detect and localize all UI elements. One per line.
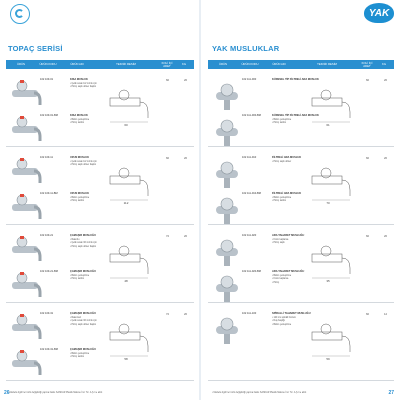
product-features: [272, 275, 291, 285]
feature-item: • Krom kaplama: [272, 278, 291, 281]
box-qty: 72: [166, 234, 170, 238]
technical-drawing: [102, 318, 162, 362]
product-code: 102 109-11-BM: [40, 192, 58, 195]
product-name: KISA MUSLUK: [70, 78, 88, 81]
right-page-number: 27: [388, 390, 394, 396]
faucet-image-icon: [8, 268, 42, 302]
faucet-image-icon: [8, 346, 42, 380]
feature-item: • Pirinç tamlık: [70, 356, 89, 359]
feature-item: • Pirinç saplı: [272, 242, 288, 245]
box-qty: 72: [166, 312, 170, 316]
feature-item: • Pirinç saplı döner başlık: [70, 324, 97, 327]
col-qty: KOLİ İÇİ ADET: [161, 60, 173, 68]
col-product: ÜRÜN: [218, 62, 228, 66]
right-table-header: [208, 60, 394, 69]
feature-item: • Bidon yerleştirme: [70, 353, 89, 356]
product-name: UZUN MUSLUK: [70, 156, 90, 159]
col-name: ÜRÜN ADI: [70, 62, 84, 66]
faucet-image-icon: [210, 154, 244, 188]
product-code: 102 111-000-BM: [242, 114, 261, 117]
feature-item: • Pirinç tamlık: [70, 200, 89, 203]
feature-item: • Pirinç tamlık: [70, 278, 89, 281]
faucet-image-icon: [8, 190, 42, 224]
kg-value: 20: [184, 234, 188, 238]
box-qty: 60: [366, 234, 370, 238]
feature-item: • Rakorsuz: [70, 317, 97, 320]
product-features: [70, 275, 89, 282]
kg-value: 12: [384, 312, 388, 316]
feature-item: • Pirinç saplı döner: [272, 161, 291, 164]
product-name: ÇAMAŞIR MUSLUĞU: [70, 348, 96, 351]
left-page-number: 26: [4, 390, 10, 396]
faucet-image-icon: [210, 190, 244, 224]
col-kg: KG: [381, 62, 387, 66]
feature-item: • Krom kaplama: [272, 239, 288, 242]
col-code: ÜRÜN KODU: [241, 62, 259, 66]
kg-value: 20: [384, 156, 388, 160]
dimension-label: 48: [124, 279, 128, 283]
product-name: ÇAMAŞIR MUSLUĞU: [70, 234, 96, 237]
product-code: 102 111-010-BM: [242, 192, 261, 195]
product-features: [70, 161, 97, 168]
faucet-image-icon: [8, 232, 42, 266]
product-features: [272, 119, 291, 126]
kg-value: 20: [184, 78, 188, 82]
technical-drawing: [102, 240, 162, 284]
product-name: SPİRALLİ TAHARET MUSLUĞU: [272, 312, 311, 315]
faucet-image-icon: [8, 112, 42, 146]
technical-drawing: [102, 84, 162, 128]
faucet-image-icon: [210, 310, 244, 344]
product-name: KISA MUSLUK: [70, 114, 88, 117]
product-row: [6, 150, 194, 225]
product-features: [272, 317, 296, 327]
box-qty: 60: [366, 312, 370, 316]
product-features: [70, 239, 97, 249]
feature-item: • Bidon yerleştirme: [272, 275, 291, 278]
dimension-label: 61: [326, 123, 330, 127]
dimension-label: 112: [123, 201, 129, 205]
col-qty: KOLİ İÇİ ADET: [361, 60, 373, 68]
box-qty: 60: [366, 156, 370, 160]
product-row: [208, 150, 394, 225]
feature-item: • Bidon yerleştirme: [272, 197, 291, 200]
feature-item: • Duş başlığı: [272, 320, 296, 323]
feature-item: • Pirinç tamlık: [272, 122, 291, 125]
kg-value: 20: [184, 156, 188, 160]
box-qty: 60: [366, 78, 370, 82]
product-features: [272, 239, 288, 246]
feature-item: • Pirinç tamlık: [70, 122, 89, 125]
col-name: ÜRÜN ADI: [272, 62, 286, 66]
product-name: ÇAMAŞIR MUSLUĞU: [70, 270, 96, 273]
product-features: [70, 197, 89, 204]
left-table-header: [6, 60, 194, 69]
product-features: [70, 317, 97, 327]
left-section-title: TOPAÇ SERİSİ: [8, 44, 63, 53]
feature-item: • Çelik sıcak 1/2 m/mk için: [70, 83, 97, 86]
feature-item: • Rakorlu: [70, 239, 97, 242]
product-row: [6, 306, 194, 381]
product-code: 102 109-01-BM: [40, 114, 58, 117]
product-name: KÜRESEL TİP FİLTRELİ ARA MUSLUK: [272, 114, 319, 117]
faucet-image-icon: [8, 76, 42, 110]
feature-item: • Bidon yerleştirme: [272, 119, 291, 122]
feature-item: • Bidon yerleştirme: [70, 119, 89, 122]
feature-item: • Bidon yerleştirme: [70, 197, 89, 200]
col-product: ÜRÜN: [16, 62, 26, 66]
box-qty: 60: [166, 156, 170, 160]
product-code: 102 109-21: [40, 234, 54, 237]
product-features: [70, 119, 89, 126]
dimension-label: 58: [124, 357, 128, 361]
product-features: [272, 197, 291, 204]
dimension-label: 35: [326, 279, 330, 283]
feature-item: • Çelik sıcak 3/4 m/mk için: [70, 320, 97, 323]
technical-drawing: [304, 84, 364, 128]
product-name: KÜRESEL TİP FİLTRELİ ARA MUSLUK: [272, 78, 319, 81]
faucet-image-icon: [210, 268, 244, 302]
yak-logo: YAK: [364, 3, 394, 23]
product-code: 102 111-020: [242, 234, 257, 237]
product-name: UZUN MUSLUK: [70, 192, 90, 195]
product-code: 102 109-11: [40, 156, 53, 159]
box-qty: 60: [166, 78, 170, 82]
feature-item: • Pirinç saplı döner başlık: [70, 246, 97, 249]
col-tech: TEKNİK RESİM: [317, 62, 337, 66]
product-features: [272, 161, 291, 164]
technical-drawing: [304, 318, 364, 362]
product-row: [6, 72, 194, 147]
technical-drawing: [102, 162, 162, 206]
dimension-label: 60: [124, 123, 128, 127]
faucet-image-icon: [210, 232, 244, 266]
technical-drawing: [304, 240, 364, 284]
right-page: [200, 0, 400, 400]
product-row: [208, 228, 394, 303]
faucet-image-icon: [8, 154, 42, 188]
product-features: [70, 353, 89, 360]
right-footnote: • Modelle ilgili her türlü değişikliği yapma hakkı SANKAR Plastik Makine İml. Tic. A.Ş.'ne aittir.: [212, 392, 307, 394]
feature-item: • Pirinç: [272, 282, 291, 285]
right-section-title: YAK MUSLUKLAR: [212, 44, 280, 53]
technical-drawing: [304, 162, 364, 206]
feature-item: • Bidon yerleştirme: [70, 275, 89, 278]
left-footnote: • Modelle ilgili her türlü değişikliği yapma hakkı SANKAR Plastik Makine İml. Tic. A.Ş.'ne aittir.: [8, 392, 103, 394]
product-name: ARA TAHARET MUSLUĞU: [272, 234, 305, 237]
product-code: 102 109-01: [40, 78, 54, 81]
kg-value: 20: [384, 234, 388, 238]
col-code: ÜRÜN KODU: [39, 62, 57, 66]
dimension-label: 70: [326, 201, 330, 205]
faucet-image-icon: [8, 310, 42, 344]
col-kg: KG: [181, 62, 187, 66]
feature-item: • 120 cm spiralli hortum: [272, 317, 296, 320]
product-code: 102 111-020-BM: [242, 270, 261, 273]
feature-item: • Bidon yerleştirme: [272, 324, 296, 327]
product-code: 102 111-010: [242, 156, 257, 159]
feature-item: • Çelik sıcak 3/4 m/mk için: [70, 242, 97, 245]
product-name: ARA TAHARET MUSLUĞU: [272, 270, 305, 273]
kg-value: 20: [384, 78, 388, 82]
product-row: [208, 72, 394, 147]
feature-item: • Pirinç saplı döner başlık: [70, 86, 97, 89]
product-row: [208, 306, 394, 381]
product-code: 102 111-100: [242, 312, 257, 315]
feature-item: • Çelik sıcak 1/2 m/mk için: [70, 161, 97, 164]
product-code: 102 109-21-BM: [40, 270, 58, 273]
faucet-image-icon: [210, 76, 244, 110]
product-name: ÇAMAŞIR MUSLUĞU: [70, 312, 96, 315]
brand-logo-icon: [10, 4, 30, 24]
product-name: FİLTRELİ ARA MUSLUK: [272, 192, 302, 195]
kg-value: 20: [184, 312, 188, 316]
product-code: 102 111-000: [242, 78, 257, 81]
faucet-image-icon: [210, 112, 244, 146]
dimension-label: 59: [326, 357, 330, 361]
product-name: FİLTRELİ ARA MUSLUK: [272, 156, 302, 159]
feature-item: • Pirinç tamlık: [272, 200, 291, 203]
product-code: 102 109-31: [40, 312, 54, 315]
product-row: [6, 228, 194, 303]
feature-item: • Pirinç saplı döner başlık: [70, 164, 97, 167]
col-tech: TEKNİK RESİM: [116, 62, 136, 66]
product-features: [70, 83, 97, 90]
product-code: 102 109-31-BM: [40, 348, 58, 351]
